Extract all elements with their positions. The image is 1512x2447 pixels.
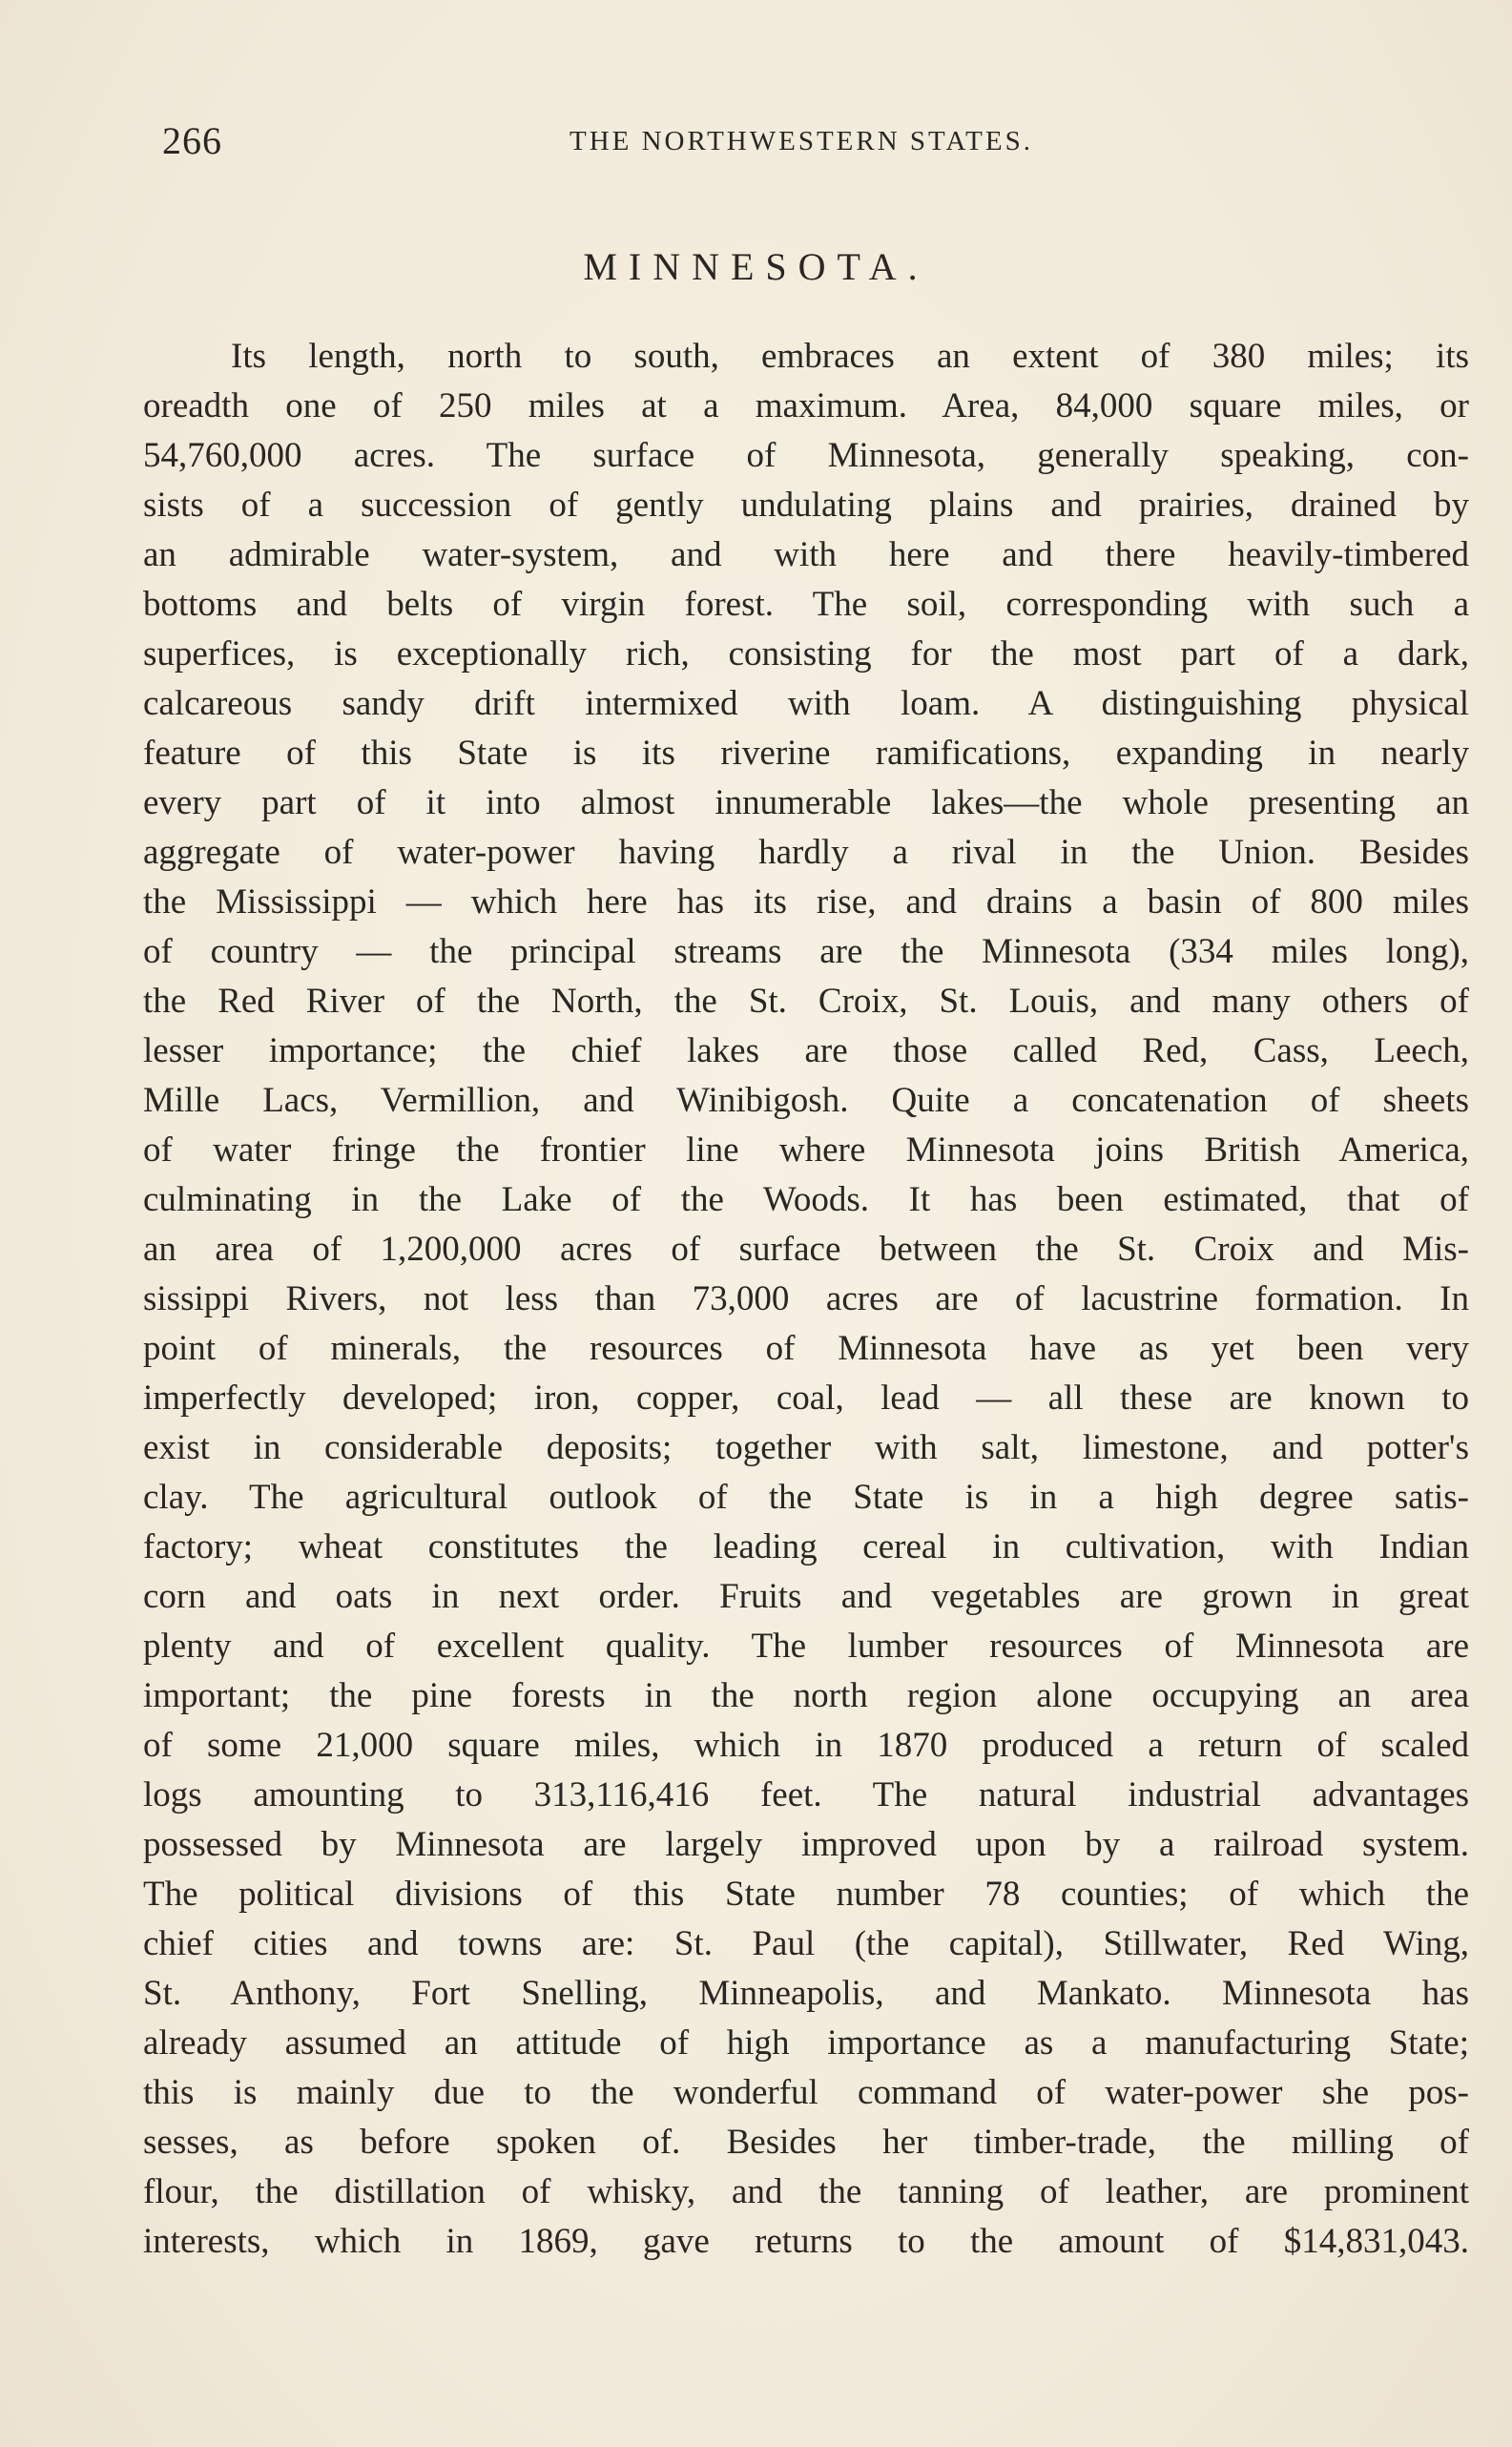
text-line: calcareous sandy drift intermixed with loam. A distinguishing physical xyxy=(143,684,1469,723)
text-line: sists of a succession of gently undulating plains and prairies, drained by xyxy=(143,486,1469,525)
text-line: superfices, is exceptionally rich, consisting for the most part of a dark, xyxy=(143,634,1469,674)
text-line: St. Anthony, Fort Snelling, Minneapolis, and Mankato. Minnesota has xyxy=(143,1974,1469,2013)
text-line: of country — the principal streams are the Minnesota (334 miles long), xyxy=(143,932,1469,971)
text-line: this is mainly due to the wonderful command of water-power she pos- xyxy=(143,2073,1469,2112)
text-line: important; the pine forests in the north region alone occupying an area xyxy=(143,1676,1469,1715)
text-line: sesses, as before spoken of. Besides her timber-trade, the milling of xyxy=(143,2123,1469,2162)
text-line: the Red River of the North, the St. Croix, St. Louis, and many others of xyxy=(143,982,1469,1021)
text-line: an area of 1,200,000 acres of surface between the St. Croix and Mis- xyxy=(143,1230,1469,1269)
text-line: corn and oats in next order. Fruits and vegetables are grown in great xyxy=(143,1577,1469,1616)
text-line: Mille Lacs, Vermillion, and Winibigosh. Quite a concatenation of sheets xyxy=(143,1081,1469,1120)
text-line: lesser importance; the chief lakes are those called Red, Cass, Leech, xyxy=(143,1031,1469,1070)
section-title: MINNESOTA. xyxy=(583,245,929,288)
text-line: possessed by Minnesota are largely improved upon by a railroad system. xyxy=(143,1825,1469,1864)
text-line: exist in considerable deposits; together with salt, limestone, and potter's xyxy=(143,1428,1469,1467)
text-line: plenty and of excellent quality. The lumber resources of Minnesota are xyxy=(143,1627,1469,1666)
text-line: aggregate of water-power having hardly a rival in the Union. Besides xyxy=(143,833,1469,872)
text-line: interests, which in 1869, gave returns to the amount of $14,831,043. xyxy=(143,2222,1469,2261)
text-line: the Mississippi — which here has its rise, and drains a basin of 800 miles xyxy=(143,882,1469,922)
text-line: factory; wheat constitutes the leading cereal in cultivation, with Indian xyxy=(143,1527,1469,1566)
text-line: of some 21,000 square miles, which in 1870 produced a return of scaled xyxy=(143,1726,1469,1765)
text-line: oreadth one of 250 miles at a maximum. Area, 84,000 square miles, or xyxy=(143,386,1469,425)
text-line: chief cities and towns are: St. Paul (the capital), Stillwater, Red Wing, xyxy=(143,1924,1469,1963)
page-number: 266 xyxy=(162,119,222,162)
text-line: logs amounting to 313,116,416 feet. The natural industrial advantages xyxy=(143,1775,1469,1815)
text-line: feature of this State is its riverine ramifications, expanding in nearly xyxy=(143,734,1469,773)
text-line: every part of it into almost innumerable lakes—the whole presenting an xyxy=(143,783,1469,822)
text-line: Its length, north to south, embraces an extent of 380 miles; its xyxy=(231,337,1469,376)
text-line: bottoms and belts of virgin forest. The soil, corresponding with such a xyxy=(143,585,1469,624)
text-line: point of minerals, the resources of Minnesota have as yet been very xyxy=(143,1329,1469,1368)
text-line: 54,760,000 acres. The surface of Minnesota, generally speaking, con- xyxy=(143,436,1469,475)
text-line: already assumed an attitude of high importance as a manufacturing State; xyxy=(143,2023,1469,2063)
page-header xyxy=(162,113,1440,170)
text-line: flour, the distillation of whisky, and the tanning of leather, are prominent xyxy=(143,2172,1469,2211)
text-line: an admirable water-system, and with here and there heavily-timbered xyxy=(143,535,1469,574)
text-line: The political divisions of this State number 78 counties; of which the xyxy=(143,1875,1469,1914)
body-paragraph xyxy=(143,332,1469,2267)
text-line: sissippi Rivers, not less than 73,000 acres are of lacustrine formation. In xyxy=(143,1279,1469,1318)
text-line: imperfectly developed; iron, copper, coal, lead — all these are known to xyxy=(143,1379,1469,1418)
text-line: clay. The agricultural outlook of the State is in a high degree satis- xyxy=(143,1478,1469,1517)
running-head: THE NORTHWESTERN STATES. xyxy=(569,126,1033,156)
text-line: culminating in the Lake of the Woods. It has been estimated, that of xyxy=(143,1180,1469,1219)
text-line: of water fringe the frontier line where Minnesota joins British America, xyxy=(143,1130,1469,1170)
